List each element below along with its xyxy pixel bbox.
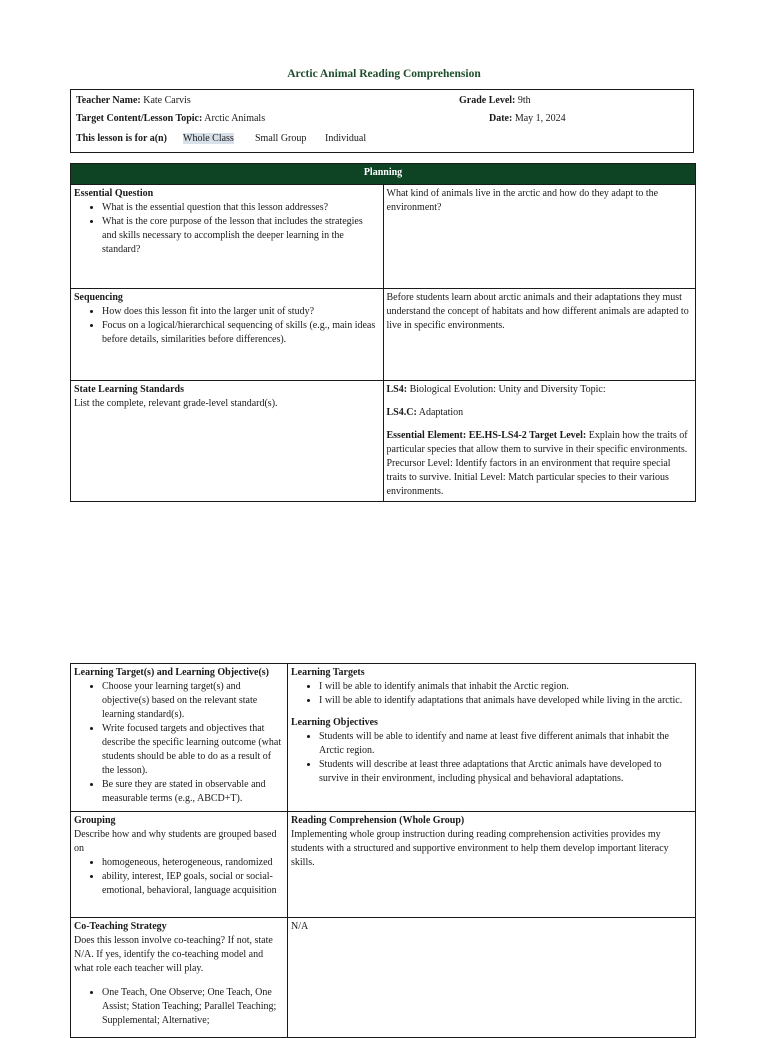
planning-header: Planning bbox=[71, 164, 696, 185]
list-item: • Students will be able to identify and name at least five different animals that inhabit the Arctic region. bbox=[319, 730, 692, 758]
learning-target-response[interactable] bbox=[288, 664, 696, 812]
sequencing-response[interactable]: Before students learn about arctic animals and their adaptations they must understand the concept of habitats and how different animals are adapted to live in specific environments. bbox=[383, 289, 696, 381]
list-item: • Choose your learning target(s) and objective(s) based on the relevant state learning standard(s). bbox=[102, 680, 284, 722]
essential-question-cell bbox=[71, 185, 384, 289]
lesson-info-box bbox=[70, 89, 694, 153]
date-label: Date: bbox=[489, 113, 513, 124]
option-small-group[interactable]: Small Group bbox=[255, 133, 307, 144]
coteaching-models bbox=[74, 986, 284, 1028]
essential-question-prompts bbox=[74, 201, 380, 257]
list-item: • One Teach, One Observe; One Teach, One Assist; Station Teaching; Parallel Teaching; Supplemental; Alternative; bbox=[102, 986, 284, 1028]
learning-target-heading: Learning Target(s) and Learning Objective(s) bbox=[74, 667, 269, 678]
table-row bbox=[71, 812, 696, 918]
list-item: • Write focused targets and objectives that describe the specific learning outcome (what students should be able to do as a result of the lesson). bbox=[102, 722, 284, 778]
list-item: • What is the essential question that this lesson addresses? bbox=[102, 201, 380, 215]
sequencing-prompts bbox=[74, 305, 380, 347]
list-item: • How does this lesson fit into the larger unit of study? bbox=[102, 305, 380, 319]
grouping-response[interactable] bbox=[288, 812, 696, 918]
list-item: • I will be able to identify adaptations that animals have developed while living in the arctic. bbox=[319, 694, 692, 708]
standard-essential-element: Essential Element: EE.HS-LS4-2 Target Level: Explain how the traits of particular species that allow them to survive in their specific environments. Precursor Level: Identify factors in an environment that require special traits to survive. Initial Level: Match particular species to their various environments. bbox=[386, 430, 688, 497]
list-item: • I will be able to identify animals that inhabit the Arctic region. bbox=[319, 680, 692, 694]
teacher-name-row bbox=[76, 95, 191, 106]
grouping-prompts bbox=[74, 856, 284, 898]
topic: Arctic Animals bbox=[204, 113, 266, 124]
objectives-table bbox=[70, 663, 696, 1038]
standard-ls4c: LS4.C: Adaptation bbox=[386, 407, 464, 418]
grade-level-label: Grade Level: bbox=[459, 95, 516, 106]
coteaching-description: Does this lesson involve co-teaching? If not, state N/A. If yes, identify the co-teaching model and what role each teacher will play. bbox=[74, 935, 273, 974]
list-item: • Be sure they are stated in observable and measurable terms (e.g., ABCD+T). bbox=[102, 778, 284, 806]
grade-level: 9th bbox=[517, 95, 531, 106]
grouping-description: Describe how and why students are grouped based on bbox=[74, 829, 277, 854]
date-row bbox=[489, 113, 566, 124]
table-row bbox=[71, 185, 696, 289]
planning-table bbox=[70, 163, 696, 502]
standards-response[interactable] bbox=[383, 381, 696, 502]
coteaching-response[interactable]: N/A bbox=[288, 918, 696, 1038]
learning-target-prompts bbox=[74, 680, 284, 806]
date: May 1, 2024 bbox=[514, 113, 566, 124]
essential-question-response[interactable]: What kind of animals live in the arctic and how do they adapt to the environment? bbox=[383, 185, 696, 289]
lesson-for-row bbox=[76, 133, 167, 144]
learning-objectives-list bbox=[291, 730, 692, 786]
sequencing-heading: Sequencing bbox=[74, 292, 123, 303]
table-row bbox=[71, 381, 696, 502]
teacher-name-label: Teacher Name: bbox=[76, 95, 141, 106]
list-item: • What is the core purpose of the lesson that includes the strategies and skills necessary to accomplish the deeper learning in the standard? bbox=[102, 215, 380, 257]
learning-target-cell bbox=[71, 664, 288, 812]
coteaching-heading: Co-Teaching Strategy bbox=[74, 921, 167, 932]
table-row bbox=[71, 289, 696, 381]
standards-heading: State Learning Standards bbox=[74, 384, 185, 395]
table-row bbox=[71, 664, 696, 812]
coteaching-cell bbox=[71, 918, 288, 1038]
list-item: • Students will describe at least three adaptations that Arctic animals have developed to survive in their environment, including physical and behavioral adaptations. bbox=[319, 758, 692, 786]
topic-label: Target Content/Lesson Topic: bbox=[76, 113, 203, 124]
standards-description: List the complete, relevant grade-level standard(s). bbox=[74, 398, 278, 409]
standards-cell bbox=[71, 381, 384, 502]
topic-row bbox=[76, 113, 265, 124]
essential-question-heading: Essential Question bbox=[74, 188, 154, 199]
list-item: • Focus on a logical/hierarchical sequencing of skills (e.g., main ideas before details, similarities before differences). bbox=[102, 319, 380, 347]
learning-targets-list bbox=[291, 680, 692, 708]
teacher-name: Kate Carvis bbox=[143, 95, 191, 106]
list-item: • homogeneous, heterogeneous, randomized bbox=[102, 856, 284, 870]
option-whole-class[interactable]: Whole Class bbox=[183, 133, 234, 144]
standard-ls4: LS4: Biological Evolution: Unity and Diversity Topic: bbox=[386, 384, 606, 395]
sequencing-cell bbox=[71, 289, 384, 381]
grouping-cell bbox=[71, 812, 288, 918]
grouping-heading: Grouping bbox=[74, 815, 116, 826]
grade-level-row bbox=[459, 95, 531, 106]
lesson-for-label: This lesson is for a(n) bbox=[76, 133, 167, 144]
option-individual[interactable]: Individual bbox=[325, 133, 367, 144]
grouping-response-text: Implementing whole group instruction during reading comprehension activities provides my students with a structured and supportive environment to help them develop important literacy skills. bbox=[291, 829, 669, 868]
learning-objectives-heading: Learning Objectives bbox=[291, 717, 378, 728]
learning-targets-heading: Learning Targets bbox=[291, 667, 365, 678]
list-item: • ability, interest, IEP goals, social or social-emotional, behavioral, language acquisition bbox=[102, 870, 284, 898]
grouping-response-heading: Reading Comprehension (Whole Group) bbox=[291, 815, 465, 826]
document-title: Arctic Animal Reading Comprehension bbox=[287, 68, 481, 80]
table-row bbox=[71, 918, 696, 1038]
